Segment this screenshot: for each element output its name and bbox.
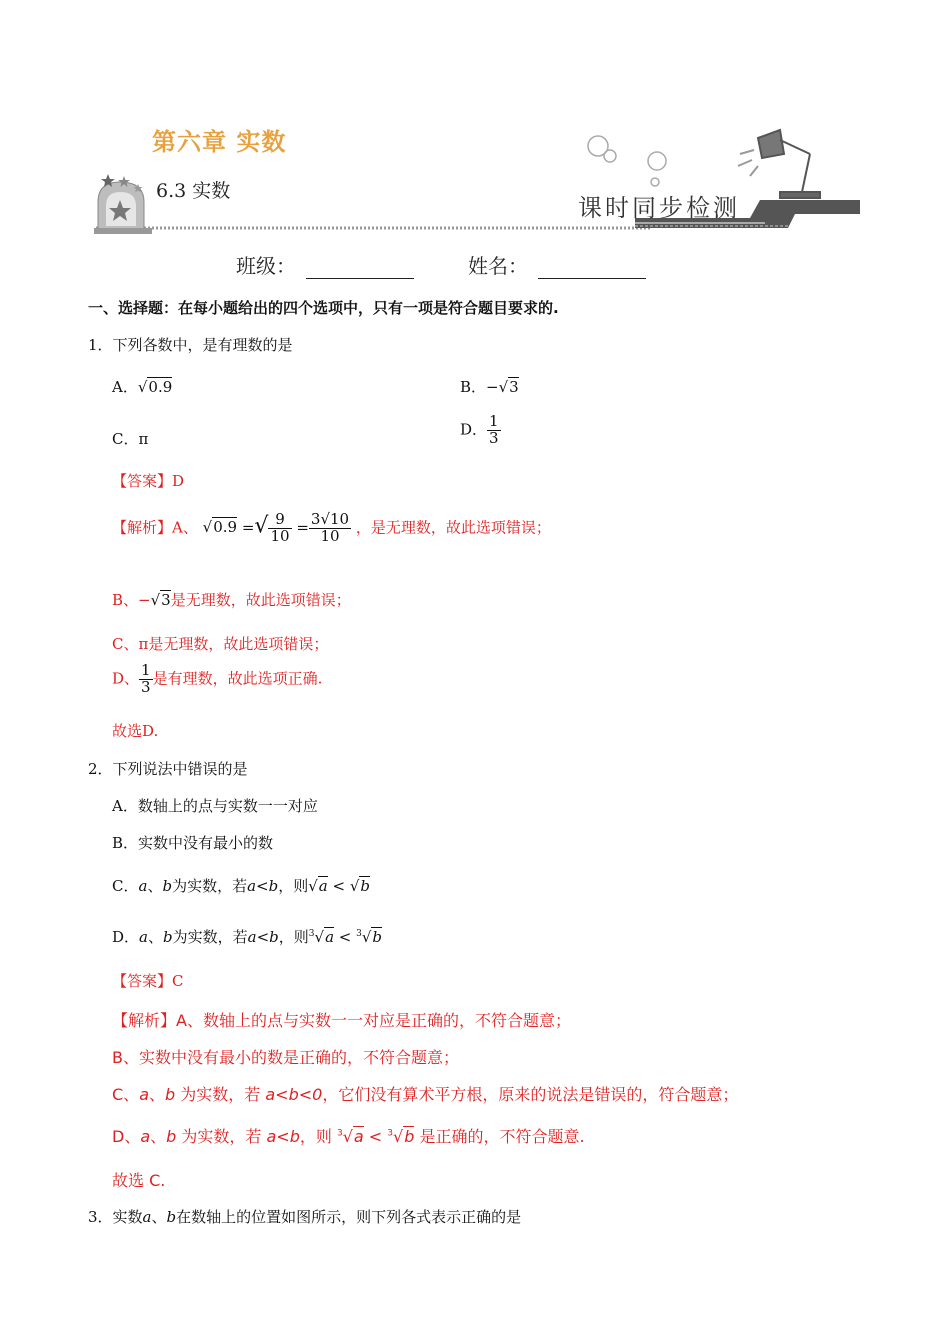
q2-option-c: C．a、b为实数，若a<b，则√a < √b <box>112 877 371 895</box>
q1-analysis-d: D、 $\frac{1}{3}$ 是有理数，故此选项正确. <box>112 661 323 696</box>
name-field <box>468 250 646 279</box>
q1-analysis-c: C、π是无理数，故此选项错误； <box>112 635 329 653</box>
q1-answer: 【答案】D <box>112 472 185 490</box>
q2-option-d: D．a、b为实数，若a<b，则$^3$√a < $^3$√b <box>112 928 383 946</box>
q2-analysis-a: 【解析】A、数轴上的点与实数一一对应是正确的，不符合题意； <box>112 1011 571 1030</box>
q3-stem: 3．实数a、b在数轴上的位置如图所示，则下列各式表示正确的是 <box>88 1208 522 1226</box>
lamp-icon <box>738 130 820 198</box>
q1-stem: 1．下列各数中，是有理数的是 <box>88 336 293 354</box>
q2-option-b: B．实数中没有最小的数 <box>112 834 274 852</box>
q1-option-d: D． $\frac{1}{3}$ <box>460 412 499 447</box>
q1-option-b: B．−√3 <box>460 378 519 396</box>
name-label: 姓名： <box>468 254 528 278</box>
q1-analysis-b: B、−√3是无理数，故此选项错误； <box>112 591 351 609</box>
q2-option-a: A．数轴上的点与实数一一对应 <box>112 797 318 815</box>
q1-option-c: C．π <box>112 430 149 448</box>
q2-stem: 2．下列说法中错误的是 <box>88 760 248 778</box>
section1-heading: 一、选择题：在每小题给出的四个选项中，只有一项是符合题目要求的. <box>88 299 559 317</box>
q2-analysis-b: B、实数中没有最小的数是正确的，不符合题意； <box>112 1048 459 1067</box>
chapter-title: 第六章 实数 <box>152 128 287 156</box>
q1-analysis-a: 【解析】A、 √0.9 =√ $\frac{9}{10}$ = $\frac{3√10}{10}$ ，是无理数，故此选项错误； <box>112 510 551 545</box>
name-blank[interactable] <box>538 260 646 279</box>
class-label: 班级： <box>236 254 296 278</box>
banner-title: 课时同步检测 <box>578 194 740 222</box>
q2-conclusion: 故选 C. <box>112 1171 166 1190</box>
q1-option-a: A．√0.9 <box>112 378 173 396</box>
q2-analysis-d: D、a、b 为实数，若 a<b，则 $^3$√a < $^3$√b 是正确的，不符合题意. <box>112 1127 585 1146</box>
q2-analysis-c: C、a、b 为实数，若 a<b<0，它们没有算术平方根，原来的说法是错误的，符合题意； <box>112 1085 739 1104</box>
class-field <box>236 250 414 279</box>
section-title: 6.3 实数 <box>156 180 231 202</box>
q1-conclusion: 故选D. <box>112 722 159 740</box>
q2-answer: 【答案】C <box>112 972 184 990</box>
class-blank[interactable] <box>306 260 414 279</box>
star-badge-icon <box>94 174 152 234</box>
bubbles-icon <box>588 136 666 186</box>
